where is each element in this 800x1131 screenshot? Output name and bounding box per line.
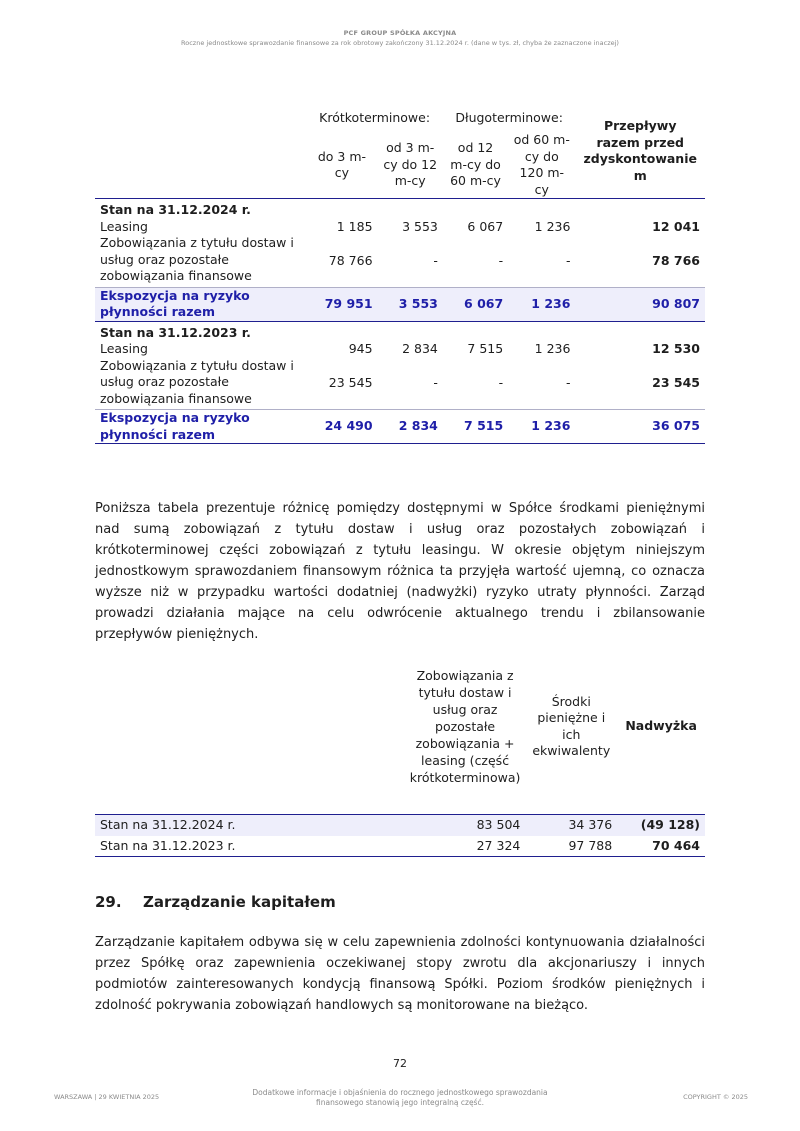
page-number: 72 bbox=[393, 1057, 407, 1070]
table-row: Leasing 1 185 3 553 6 067 1 236 12 041 bbox=[100, 218, 700, 234]
header-col-3-12m: od 3 m-cy do 12 m-cy bbox=[378, 132, 443, 199]
total-row: Ekspozycja na ryzyko płynności razem 24 490 2 834 7 515 1 236 36 075 bbox=[95, 410, 705, 444]
table-row: Zobowiązania z tytułu dostaw i usług oraz pozostałe zobowiązania finansowe 78 766 - - - 78 766 bbox=[100, 235, 700, 283]
header-total-flows: Przepływy razem przed zdyskontowanie m bbox=[575, 104, 705, 199]
paragraph-capital: Zarządzanie kapitałem odbywa się w celu zapewnienia zdolności kontynuowania działalności przez Spółkę oraz zapewnienia oczekiwanej stopy zwrotu dla akcjonariuszy i innych podmiotów zainteresowanych kondycją finansową Spółki. Poziom środków pieniężnych i zdolność pokrywania zobowiązań handlowych są monitorowane na bieżąco. bbox=[95, 935, 705, 1013]
section-number: 29. bbox=[95, 893, 122, 911]
header-subtitle: Roczne jednostkowe sprawozdanie finansowe za rok obrotowy zakończony 31.12.2024 r. (dane w tys. zł, chyba że zaznaczone inaczej) bbox=[181, 39, 619, 47]
liquidity-risk-table bbox=[95, 104, 705, 444]
section-title: Zarządzanie kapitałem bbox=[143, 893, 336, 911]
footer-left: WARSZAWA | 29 KWIETNIA 2025 bbox=[54, 1093, 160, 1101]
header-surplus: Nadwyżka bbox=[617, 667, 705, 815]
table-row: Zobowiązania z tytułu dostaw i usług oraz pozostałe zobowiązania finansowe 23 545 - - - 23 545 bbox=[100, 357, 700, 406]
header-liabilities: Zobowiązania z tytułu dostaw i usług oraz pozostałe zobowiązania + leasing (część krótkoterminowa) bbox=[405, 667, 526, 815]
table-row: Stan na 31.12.2024 r. 83 504 34 376 (49 128) bbox=[95, 815, 705, 836]
header-col-60-120m: od 60 m-cy do 120 m-cy bbox=[508, 132, 575, 199]
header-col-3m: do 3 m-cy bbox=[306, 132, 377, 199]
footer-center: Dodatkowe informacje i objaśnienia do rocznego jednostkowego sprawozdania finansowego stanowią jego integralną część. bbox=[252, 1088, 548, 1107]
footer-right: COPYRIGHT © 2025 bbox=[683, 1093, 748, 1101]
header-company: PCF GROUP SPÓŁKA AKCYJNA bbox=[343, 29, 457, 37]
header-cash: Środki pieniężne i ich ekwiwalenty bbox=[525, 667, 617, 815]
total-row: Ekspozycja na ryzyko płynności razem 79 951 3 553 6 067 1 236 90 807 bbox=[95, 287, 705, 321]
header-short-term: Krótkoterminowe: bbox=[319, 109, 431, 125]
table-row: Leasing 945 2 834 7 515 1 236 12 530 bbox=[100, 341, 700, 356]
table-row: Stan na 31.12.2023 r. 27 324 97 788 70 464 bbox=[95, 836, 705, 857]
page-header bbox=[0, 29, 800, 47]
header-col-12-60m: od 12 m-cy do 60 m-cy bbox=[443, 132, 508, 199]
section-heading bbox=[95, 893, 336, 911]
header-long-term: Długoterminowe: bbox=[455, 109, 563, 125]
surplus-table bbox=[95, 667, 705, 857]
section-title: Stan na 31.12.2023 r. bbox=[100, 324, 251, 340]
section-title: Stan na 31.12.2024 r. bbox=[100, 202, 251, 217]
paragraph-liquidity: Poniższa tabela prezentuje różnicę pomiędzy dostępnymi w Spółce środkami pieniężnymi nad sumą zobowiązań z tytułu dostaw i usług oraz pozostałych zobowiązań i krótkoterminowej części zobowiązań z tytułu leasingu. W okresie objętym niniejszym jednostkowym sprawozdaniem finansowym różnica ta przyjęła wartość ujemną, co oznacza wyższe niż w przypadku wartości dodatniej (nadwyżki) ryzyko utraty płynności. Zarząd prowadzi działania mające na celu odwrócenie aktualnego trendu i zbilansowanie przepływów pieniężnych. bbox=[95, 501, 705, 642]
